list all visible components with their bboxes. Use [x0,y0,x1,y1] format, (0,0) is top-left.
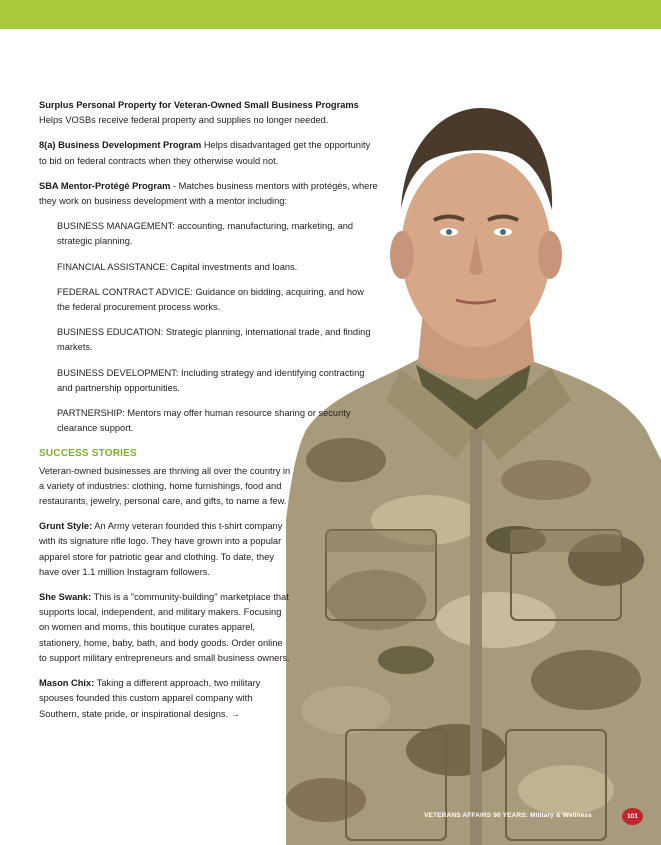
paragraph-surplus [39,98,379,128]
story-text: Taking a different approach, two military spouses founded this custom apparel company with Southern, state pride, or inspirational designs. [39,678,261,719]
surplus-text: Helps VOSBs receive federal property and supplies no longer needed. [39,115,329,126]
mentor-item: BUSINESS MANAGEMENT: accounting, manufacturing, marketing, and strategic planning. [57,221,354,247]
surplus-title: Surplus Personal Property for Veteran-Owned Small Business Programs [39,100,359,110]
success-stories-heading: SUCCESS STORIES [39,448,137,460]
story-mason-chix [39,676,291,722]
paragraph-mentor [39,179,379,209]
body-text [39,98,379,732]
success-intro: Veteran-owned businesses are thriving all over the country in a variety of industries: clothing, home furnishings, food and restaurants, jewelry, personal care, and gifts, to name a few. [39,465,291,507]
story-grunt-style [39,519,291,580]
story-text: This is a "community-building" marketplace that supports local, independent, and military makers. Focusing on women and moms, this boutique curates apparel, stationery, home, baby, bath, and body goods. Order online to support military entrepreneurs and small business owners. [39,592,290,663]
page-number: 101 [622,808,643,825]
mentor-item: PARTNERSHIP: Mentors may offer human resource sharing or security clearance support. [57,408,351,434]
story-text: An Army veteran founded this t-shirt company with its signature rifle logo. They have grown into a popular apparel store for patriotic gear and clothing. To date, they have over 1.1 million Instagram followers. [39,521,283,577]
footer-text: VETERANS AFFAIRS 90 YEARS: Military & Wellness [424,812,592,819]
mentor-item: BUSINESS EDUCATION: Strategic planning, international trade, and finding markets. [57,327,371,353]
eight-a-title: 8(a) Business Development Program [39,140,202,151]
header-bar [0,0,661,29]
story-she-swank [39,590,291,666]
story-name: She Swank: [39,592,92,603]
mentor-item: BUSINESS DEVELOPMENT: Including strategy and identifying contracting and partnership opportunities. [57,367,365,393]
eight-a-text: Helps disadvantaged get the opportunity to bid on federal contracts when they otherwise would not. [39,140,371,166]
paragraph-8a [39,138,379,168]
continue-arrow-icon: → [230,708,241,719]
story-name: Mason Chix: [39,678,95,689]
mentor-item: FINANCIAL ASSISTANCE: Capital investments and loans. [57,261,298,272]
mentor-text: - Matches business mentors with protégés, where they work on business development with a mentor including: [39,180,378,207]
story-name: Grunt Style: [39,521,93,532]
mentor-item: FEDERAL CONTRACT ADVICE: Guidance on bidding, acquiring, and how the federal procurement process works. [57,286,364,313]
mentor-title: SBA Mentor-Protégé Program [39,180,171,191]
